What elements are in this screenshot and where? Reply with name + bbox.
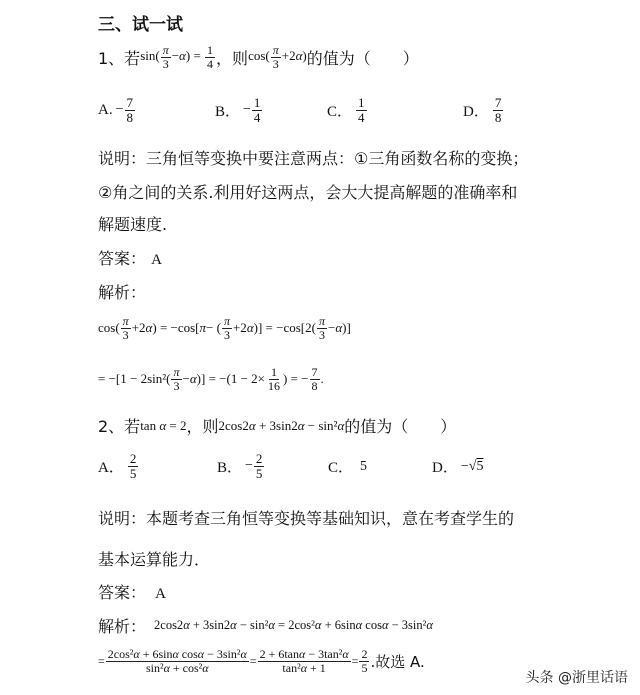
q2-answer	[98, 580, 166, 603]
q1-option-c[interactable]: C． $\frac{1}{4}$	[327, 95, 365, 125]
q2-analysis-line2: = $\frac{\text{2cos²α + 6sinα cosα − 3sin²α}}{\text{sin²α + cos²α}}$ = $\frac{\text{2 + 6tanα − 3tan²α}}{\text{tan²α + 1}}$ = $\frac{2}{5}$ .故选 A.	[98, 647, 425, 675]
section-title: 三、试一试	[98, 15, 183, 35]
q1-answer	[98, 246, 162, 269]
q1-note-line1: 说明：三角恒等变换中要注意两点：①三角函数名称的变换；	[98, 149, 529, 168]
q2-note-line1: 说明：本题考查三角恒等变换等基础知识，意在考查学生的	[98, 509, 515, 528]
watermark	[522, 665, 632, 689]
q2-note-line2: 基本运算能力．	[98, 550, 211, 569]
q1-target-expr: cos( $\frac{\pi}{3}$ +2α)	[248, 43, 307, 71]
q2-answer-label: 答案：	[98, 583, 147, 602]
q2-analysis-label: 解析：	[98, 617, 147, 636]
q1-option-b[interactable]: B． − $\frac{1}{4}$	[215, 95, 261, 125]
q2-mid: ，则	[186, 417, 219, 436]
q1-mid: ，则	[216, 48, 249, 68]
q2-analysis-line1: 2cos2α + 3sin2α − sin²α = 2cos²α + 6sinα cosα − 3sin²α	[154, 618, 433, 632]
q2-option-b[interactable]: B． − $\frac{2}{5}$	[217, 451, 263, 481]
q2-answer-value: A	[155, 586, 166, 602]
q2-analysis-row1	[98, 614, 433, 637]
q1-note-line2: ②角之间的关系.利用好这两点，会大大提高解题的准确率和	[98, 183, 518, 202]
watermark-text: 头条 @浙里话语	[525, 670, 628, 686]
q1-suffix: 的值为（ ）	[306, 48, 419, 68]
q1-analysis-line1: cos( $\frac{\pi}{3}$ +2 α ) = −cos[ π − ( $\frac{\pi}{3}$ +2 α )] = −cos[2( $\frac{\pi}{3}$ − α )]	[98, 314, 351, 342]
q2-stem	[98, 414, 456, 437]
q1-stem	[98, 44, 419, 70]
q1-analysis-label: 解析：	[98, 283, 147, 302]
q1-given-expr: sin( $\frac{\pi}{3}$ −α) = $\frac{1}{4}$	[140, 43, 214, 71]
q2-option-c[interactable]: C． 5	[328, 458, 368, 476]
q1-answer-value: A	[151, 252, 162, 268]
q2-target-expr: 2cos2α + 3sin2α − sin²α	[218, 417, 345, 433]
q2-suffix: 的值为（ ）	[344, 417, 457, 436]
q2-given-expr: tan α = 2	[140, 417, 187, 433]
q1-option-a[interactable]: A. − $\frac{7}{8}$	[98, 95, 133, 125]
q1-answer-label: 答案：	[98, 249, 147, 268]
q1-option-d[interactable]: D． $\frac{7}{8}$	[463, 95, 502, 125]
q1-note-line3: 解题速度.	[98, 215, 168, 234]
q1-prefix: 1、若	[98, 48, 141, 68]
q2-prefix: 2、若	[98, 417, 141, 436]
q2-option-a[interactable]: A． $\frac{2}{5}$	[98, 451, 137, 481]
q2-conclusion: .故选 A.	[370, 652, 425, 671]
q1-analysis-line2: = −[1 − 2sin²( $\frac{\pi}{3}$ − α )] = −(1 − 2× $\frac{1}{16}$ ) = − $\frac{7}{8}$ .	[98, 365, 324, 393]
q2-option-d[interactable]: D． −√5	[432, 458, 484, 476]
